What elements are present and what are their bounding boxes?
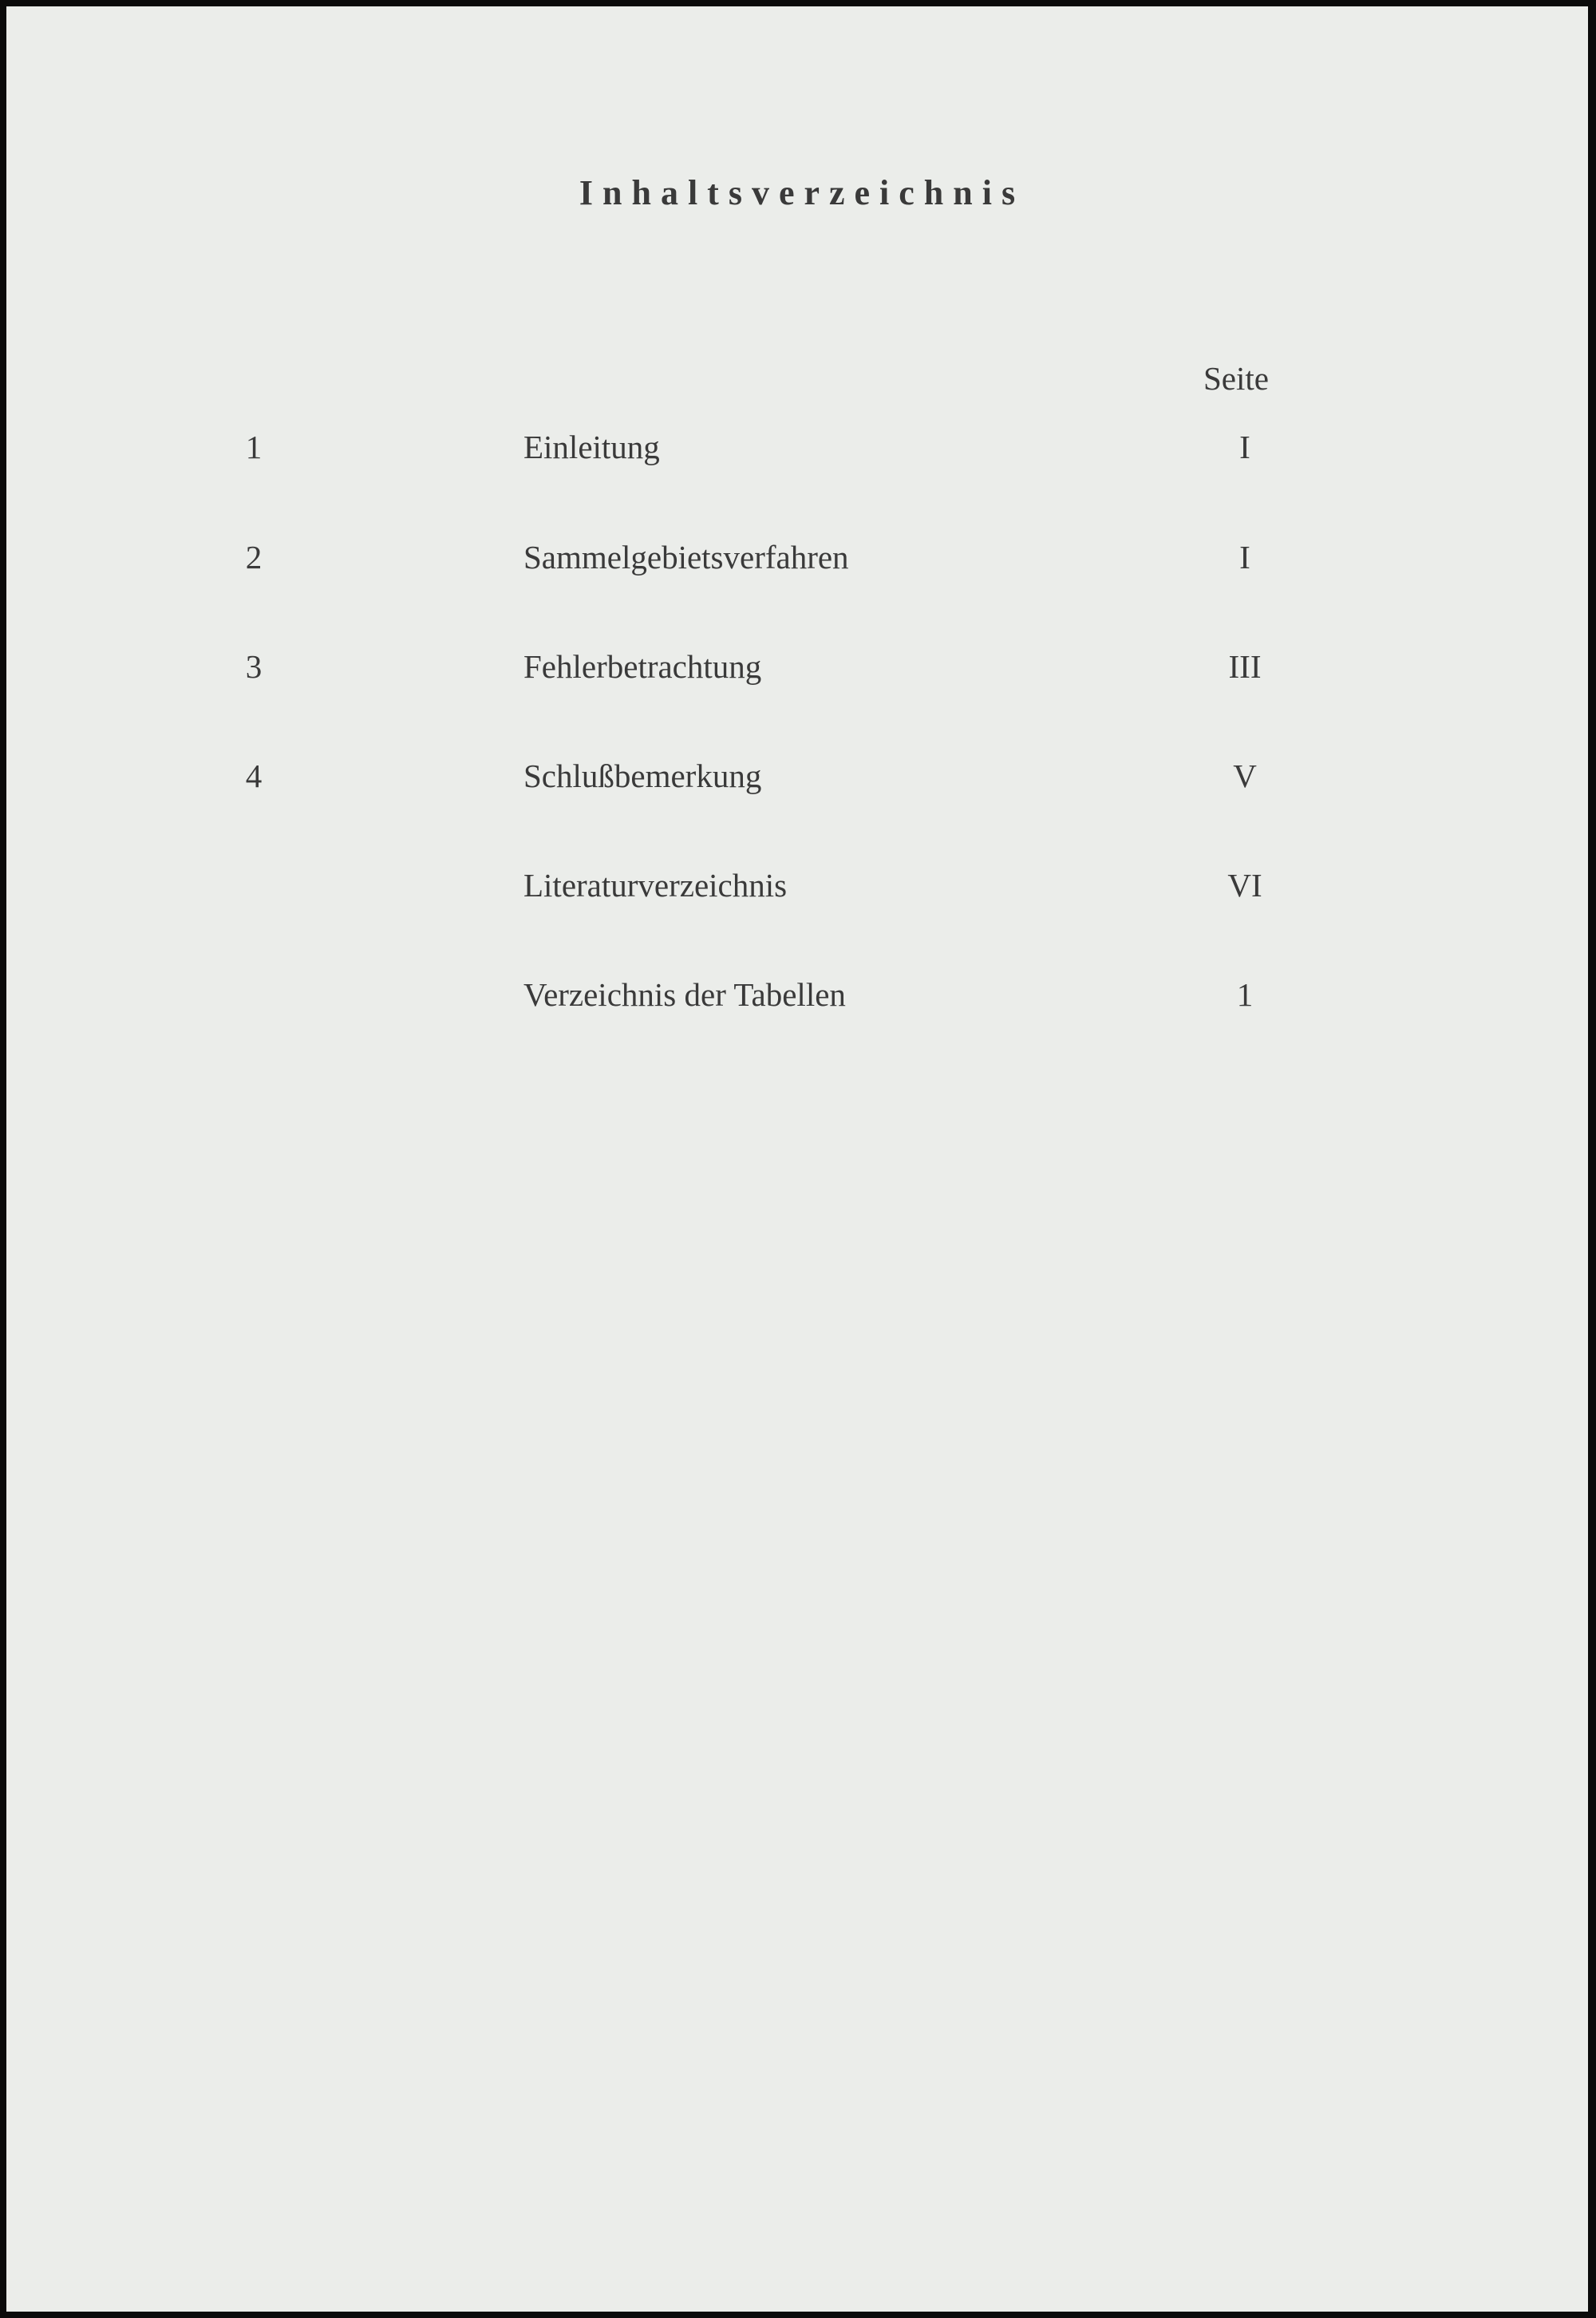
toc-entry-title: Sammelgebietsverfahren [523,539,849,576]
toc-entry-fehlerbetrachtung [6,647,1588,695]
toc-entry-number: 1 [245,429,263,465]
toc-entry-literaturverzeichnis [6,866,1588,914]
toc-entry-number: 4 [245,758,263,794]
toc-entry-page: 1 [1236,976,1254,1013]
toc-entry-title: Fehlerbetrachtung [523,648,762,685]
toc-entry-title: Einleitung [523,429,660,465]
toc-entry-number: 3 [245,648,263,685]
toc-entry-page: VI [1227,867,1262,904]
document-page [6,6,1588,2312]
toc-entry-title: Verzeichnis der Tabellen [523,976,846,1013]
toc-entry-title: Literaturverzeichnis [523,867,788,904]
toc-entry-page: I [1239,539,1250,576]
toc-entry-sammelgebietsverfahren [6,538,1588,586]
page-column-header: Seite [1203,360,1269,397]
toc-entry-verzeichnis-der-tabellen [6,975,1588,1023]
toc-entry-schlussbemerkung [6,757,1588,805]
page-title: Inhaltsverzeichnis [579,173,1025,212]
toc-entry-title: Schlußbemerkung [523,758,762,794]
toc-entry-number: 2 [245,539,263,576]
toc-entry-page: V [1233,758,1257,794]
toc-entry-einleitung [6,428,1588,476]
toc-entry-page: III [1228,648,1262,685]
toc-entry-page: I [1239,429,1250,465]
